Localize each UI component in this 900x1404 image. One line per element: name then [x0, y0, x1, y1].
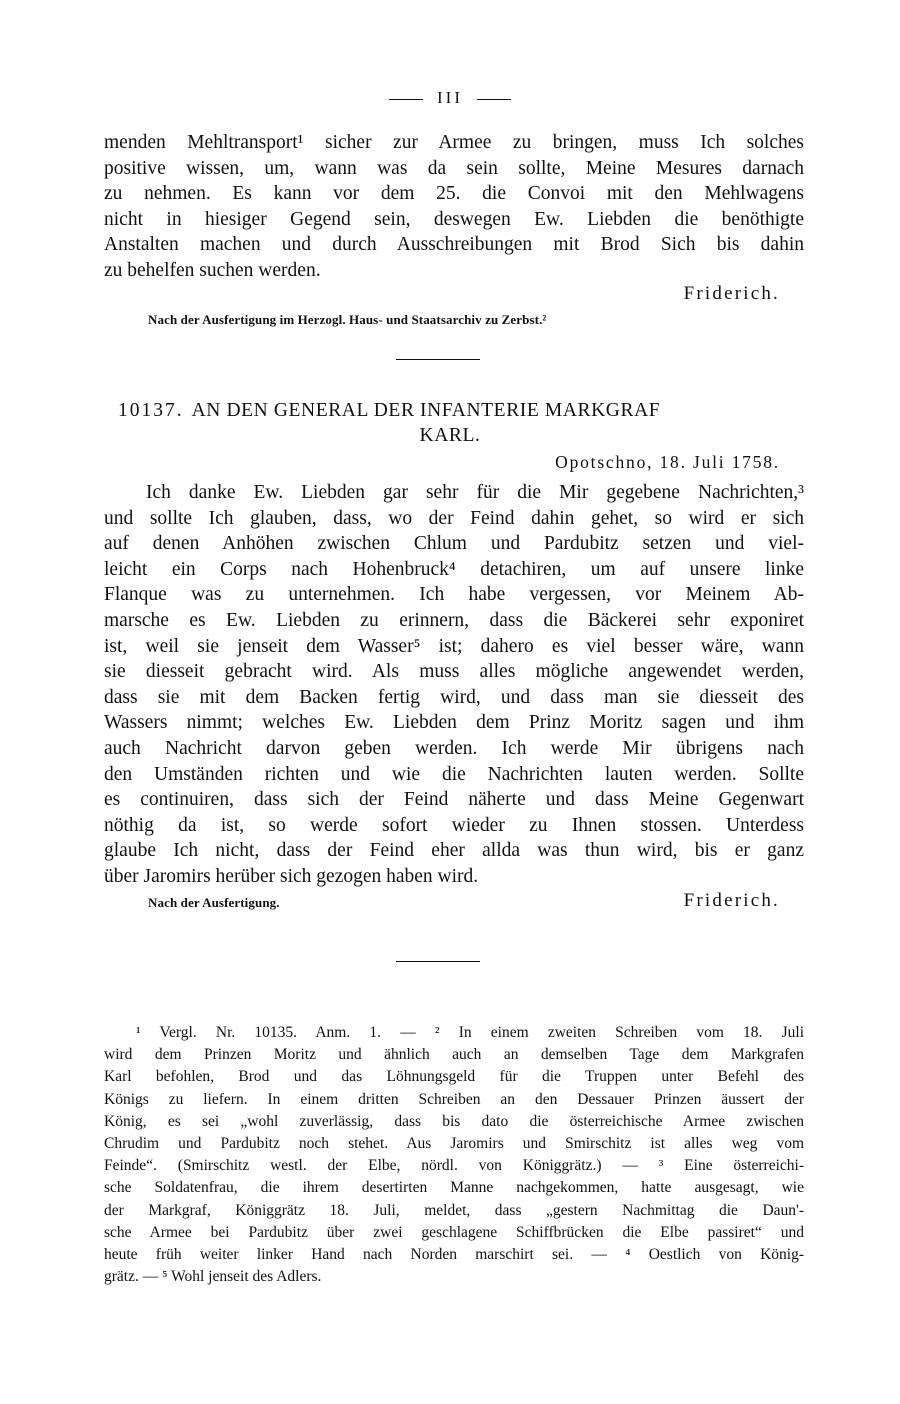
footnote-line: sche Armee bei Pardubitz über zwei geschlagene Schiffbrücken die Elbe passiret“ und	[104, 1223, 804, 1241]
footnote-line: der Markgraf, Königgrätz 18. Juli, meldet, dass „gestern Nachmittag die Daun'-	[104, 1201, 804, 1219]
top-letter-signature: Friderich.	[683, 283, 780, 304]
footnotes	[104, 1022, 804, 1288]
text-line: und sollte Ich glauben, dass, wo der Feind dahin gehet, so wird er sich	[104, 507, 804, 529]
footnote-line: König, es sei „wohl zuverlässig, dass bis dato die österreichische Armee zwischen	[104, 1112, 804, 1130]
text-line: nicht in hiesiger Gegend sein, deswegen Ew. Liebden die benöthigte	[104, 208, 804, 230]
page-number: III	[437, 88, 463, 107]
text-line: marsche es Ew. Liebden zu erinnern, dass die Bäckerei sehr exponiret	[104, 609, 804, 631]
footnote-line: Feinde“. (Smirschitz westl. der Elbe, nördl. von Königgrätz.) — ³ Eine österreichi-	[104, 1157, 804, 1175]
text-line: zu behelfen suchen werden.	[104, 259, 321, 281]
text-line: glaube Ich nicht, dass der Feind eher allda was thun wird, bis er ganz	[104, 840, 804, 862]
header-dash-left	[389, 99, 423, 100]
text-line: menden Mehltransport¹ sicher zur Armee zu bringen, muss Ich solches	[104, 132, 804, 153]
page-header	[0, 88, 900, 108]
letter-dateline: Opotschno, 18. Juli 1758.	[555, 452, 780, 472]
footnote-line: Chrudim und Pardubitz noch stehet. Aus Jaromirs und Smirschitz ist alles weg vom	[104, 1135, 804, 1153]
section-divider	[396, 359, 480, 360]
section-divider	[396, 961, 480, 962]
footnote-line: Karl befohlen, Brod und das Löhnungsgeld für die Truppen unter Befehl des	[104, 1068, 804, 1086]
letter-body	[104, 480, 804, 890]
text-line: den Umständen richten und wie die Nachrichten lauten werden. Sollte	[104, 763, 804, 785]
text-line: zu nehmen. Es kann vor dem 25. die Convoi mit den Mehlwagens	[104, 183, 804, 205]
letter-signature: Friderich.	[683, 890, 780, 911]
text-line: Anstalten machen und durch Ausschreibungen mit Brod Sich bis dahin	[104, 234, 804, 256]
footnote-line: Königs zu liefern. In einem dritten Schreiben an den Dessauer Prinzen äussert der	[104, 1090, 804, 1108]
footnote-line: wird dem Prinzen Moritz und ähnlich auch an demselben Tage dem Markgrafen	[104, 1046, 804, 1064]
text-line: auch Nachricht darvon geben werden. Ich werde Mir übrigens nach	[104, 737, 804, 759]
text-line: Wassers nimmt; welches Ew. Liebden dem Prinz Moritz sagen und ihm	[104, 712, 804, 734]
footnote-line: grätz. — ⁵ Wohl jenseit des Adlers.	[104, 1268, 322, 1286]
letter-heading	[118, 398, 660, 424]
top-letter-source-note: Nach der Ausfertigung im Herzogl. Haus- und Staatsarchiv zu Zerbst.²	[148, 312, 547, 327]
footnote-line: sche Soldatenfrau, die ihrem desertirten Manne nachgekommen, hatte ausgesagt, wie	[104, 1179, 804, 1197]
text-line: auf denen Anhöhen zwischen Chlum und Pardubitz setzen und viel-	[104, 533, 804, 555]
top-letter-body	[104, 130, 804, 284]
text-line: über Jaromirs herüber sich gezogen haben wird.	[104, 865, 479, 887]
text-line: Ich danke Ew. Liebden gar sehr für die Mir gegebene Nachrichten,³	[146, 482, 804, 503]
text-line: nöthig da ist, so werde sofort wieder zu Ihnen stossen. Unterdess	[104, 814, 804, 836]
text-line: leicht ein Corps nach Hohenbruck⁴ detachiren, um auf unsere linke	[104, 558, 804, 580]
text-line: positive wissen, um, wann was da sein sollte, Meine Mesures darnach	[104, 157, 804, 179]
text-line: ist, weil sie jenseit dem Wasser⁵ ist; dahero es viel besser wäre, wann	[104, 635, 804, 657]
letter-source-note: Nach der Ausfertigung.	[148, 895, 280, 910]
footnote-line: heute früh weiter linker Hand nach Norden marschirt sei. — ⁴ Oestlich von König-	[104, 1246, 804, 1264]
text-line: Flanque was zu unternehmen. Ich habe vergessen, vor Meinem Ab-	[104, 584, 804, 606]
footnote-line: ¹ Vergl. Nr. 10135. Anm. 1. — ² In einem zweiten Schreiben vom 18. Juli	[136, 1024, 804, 1041]
text-line: es continuiren, dass sich der Feind näherte und dass Meine Gegenwart	[104, 789, 804, 811]
letter-title-line2: KARL.	[419, 425, 481, 446]
text-line: dass sie mit dem Backen fertig wird, und dass man sie diesseit des	[104, 686, 804, 708]
text-line: sie diesseit gebracht wird. Als muss alles mögliche angewendet werden,	[104, 661, 804, 683]
letter-number: 10137.	[118, 400, 184, 421]
letter-title: AN DEN GENERAL DER INFANTERIE MARKGRAF	[191, 400, 661, 421]
header-dash-right	[477, 99, 511, 100]
